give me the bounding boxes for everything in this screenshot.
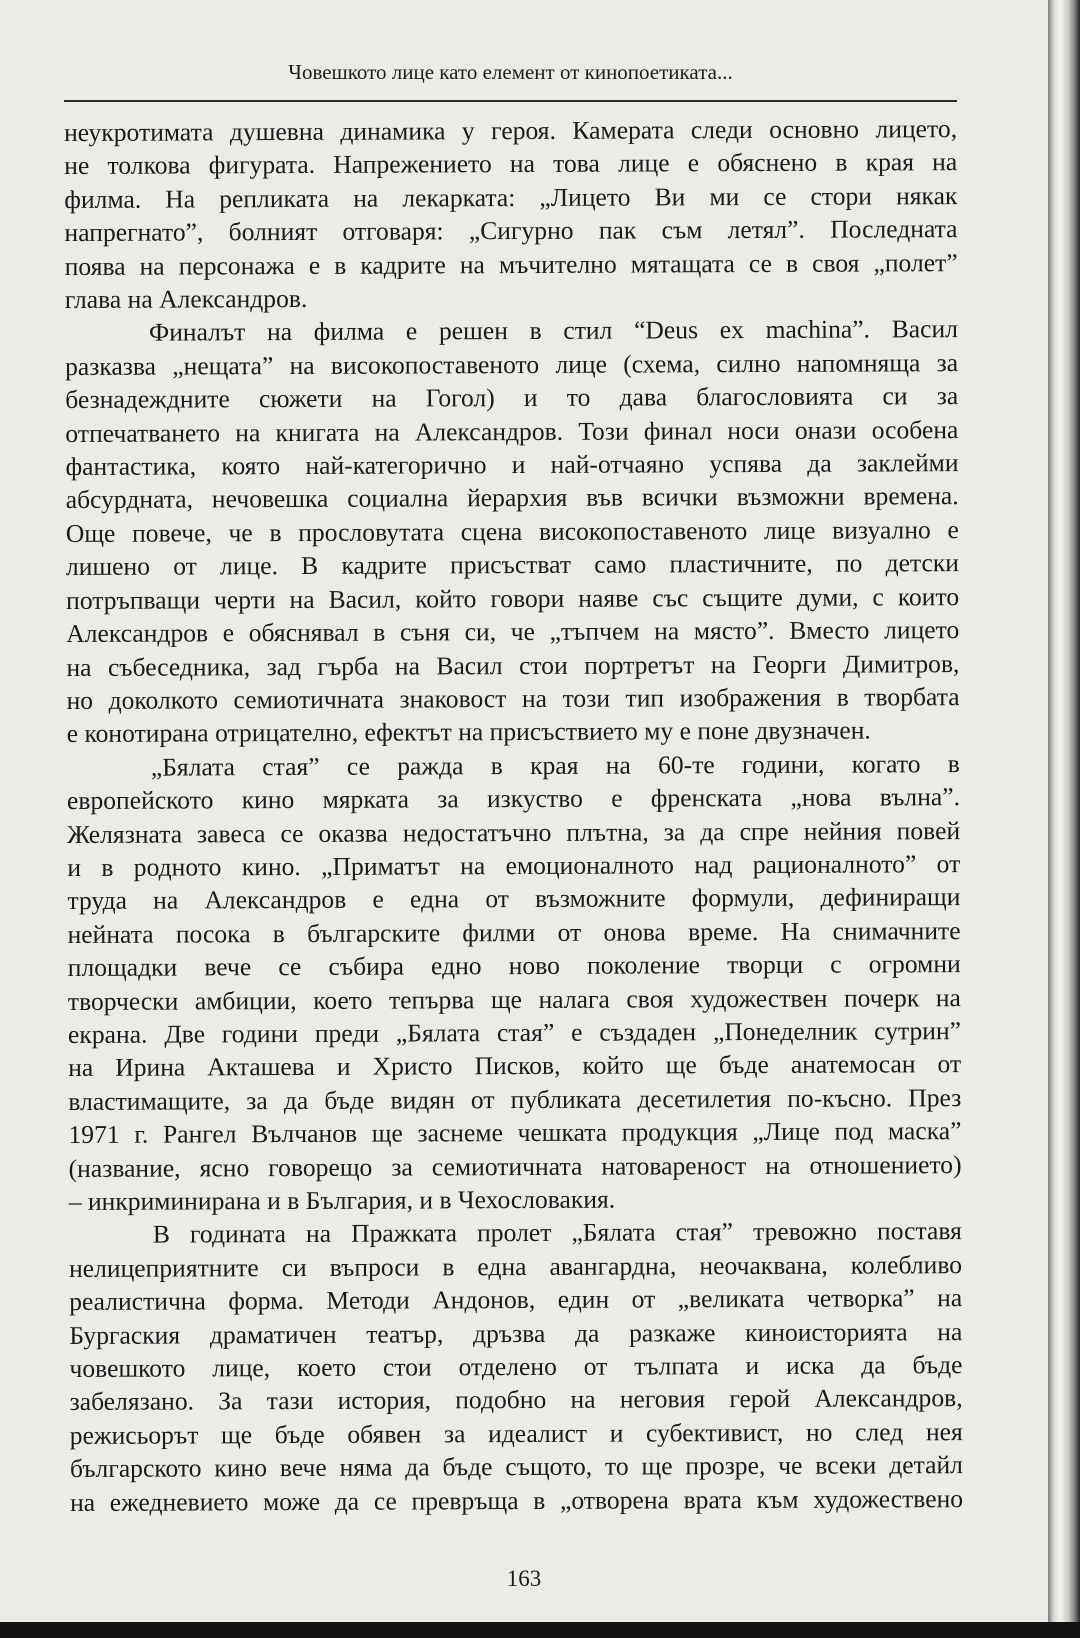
text-line: фантастика, която най-категорично и най-отчаяно успява да заклейми <box>65 448 959 482</box>
book-page-edges <box>1048 0 1080 1638</box>
text-line: европейското кино мярката за изкуство е френската „нова вълна”. <box>66 782 961 816</box>
text-line: екрана. Две години преди „Бялата стая” е създаден „Понеделник сутрин” <box>67 1016 962 1049</box>
text-line: нелицеприятните си въпроси в една авангардна, неочаквана, колебливо <box>68 1249 963 1283</box>
text-line: (название, ясно говорещо за семиотичната натовареност на отношението) <box>68 1149 962 1183</box>
text-line: на събеседника, зад гърба на Васил стои портретът на Георги Димитров, <box>66 648 960 682</box>
page-number: 163 <box>506 1566 542 1591</box>
text-line: потръпващи черти на Васил, който говори наяве със същите думи, с които <box>66 581 960 615</box>
text-line: не толкова фигурата. Напрежението на това лице е обяснено в края на <box>64 147 958 181</box>
text-line: напрегнато”, болният отговаря: „Сигурно пак съм летял”. Последната <box>64 214 958 248</box>
text-line: безнадеждните сюжети на Гогол) и то дава благословията си за <box>65 381 959 415</box>
paragraph-start-line: „Бялата стая” се ражда в края на 60-те години, когато в <box>150 748 960 782</box>
text-line: Желязната завеса се оказва недостатъчно плътна, за да спре нейния повей <box>67 815 961 849</box>
text-line: – инкриминирана и в България, и в Чехословакия. <box>68 1184 616 1216</box>
text-line: поява на персонажа е в кадрите на мъчително мятащата се в своя „полет” <box>64 247 958 281</box>
text-line: неукротимата душевна динамика у героя. Камерата следи основно лицето, <box>64 114 958 147</box>
paragraph-start-line: Финалът на филма е решен в стил “Deus ex machina”. Васил <box>148 314 959 348</box>
text-line: българското кино вече няма да бъде същото, то ще прозре, че всеки детайл <box>69 1450 963 1484</box>
text-line: Бургаския драматичен театър, дръзва да разкаже киноисторията на <box>69 1316 963 1350</box>
text-line: филма. На репликата на лекарката: „Лицето Ви ми се стори някак <box>64 180 958 214</box>
text-line: площадки вече се събира едно ново поколение творци с огромни <box>67 949 961 983</box>
text-line: на Ирина Акташева и Христо Писков, който ще бъде анатемосан от <box>68 1049 962 1083</box>
body-text <box>64 112 963 1519</box>
text-line: на ежедневието може да се превръща в „отворена врата към художествено <box>69 1483 964 1517</box>
text-line: абсурдната, нечовешка социална йерархия във всички възможни времена. <box>65 481 959 515</box>
text-line: труда на Александров е една от възможните формули, дефиниращи <box>67 882 961 916</box>
header-rule <box>64 100 957 102</box>
text-line: отпечатването на книгата на Александров. Този финал носи онази особена <box>65 414 959 448</box>
text-line: но доколкото семиотичната знаковост на този тип изображения в творбата <box>66 682 960 715</box>
text-line: Александров е обяснявал в съня си, че „тъпчем на място”. Вместо лицето <box>66 615 960 649</box>
text-line: глава на Александров. <box>64 283 308 315</box>
text-line: режисьорът ще бъде обявен за идеалист и субективист, но след нея <box>69 1416 963 1450</box>
text-line: е конотирана отрицателно, ефектът на присъствието му е поне двузначен. <box>66 715 871 749</box>
scan-bottom-border <box>0 1622 1080 1638</box>
text-line: 1971 г. Рангел Вълчанов ще заснеме чешката продукция „Лице под маска” <box>68 1116 962 1150</box>
text-line: властимащите, за да бъде видян от публиката десетилетия по-късно. През <box>68 1082 962 1116</box>
text-line: нейната посока в българските филми от онова време. На снимачните <box>67 915 961 949</box>
text-line: и в родното кино. „Приматът на емоционалното над рационалното” от <box>67 849 961 882</box>
running-header: Човешкото лице като елемент от кинопоетиката... <box>288 60 733 84</box>
text-line: творчески амбиции, което тепърва ще налага своя художествен почерк на <box>67 982 961 1016</box>
text-line: забелязано. За тази история, подобно на неговия герой Александров, <box>69 1383 963 1417</box>
text-line: човешкото лице, което стои отделено от тълпата и иска да бъде <box>69 1350 963 1384</box>
text-line: Още повече, че в прословутата сцена високопоставеното лице визуално е <box>65 514 959 548</box>
text-line: реалистична форма. Методи Андонов, един от „великата четворка” на <box>69 1283 963 1317</box>
paragraph-start-line: В годината на Пражката пролет „Бялата стая” тревожно поставя <box>152 1216 962 1250</box>
text-line: разказва „нещата” на високопоставеното лице (схема, силно напомняща за <box>65 347 959 381</box>
text-line: лишено от лице. В кадрите присъстват само пластичните, по детски <box>65 548 960 582</box>
